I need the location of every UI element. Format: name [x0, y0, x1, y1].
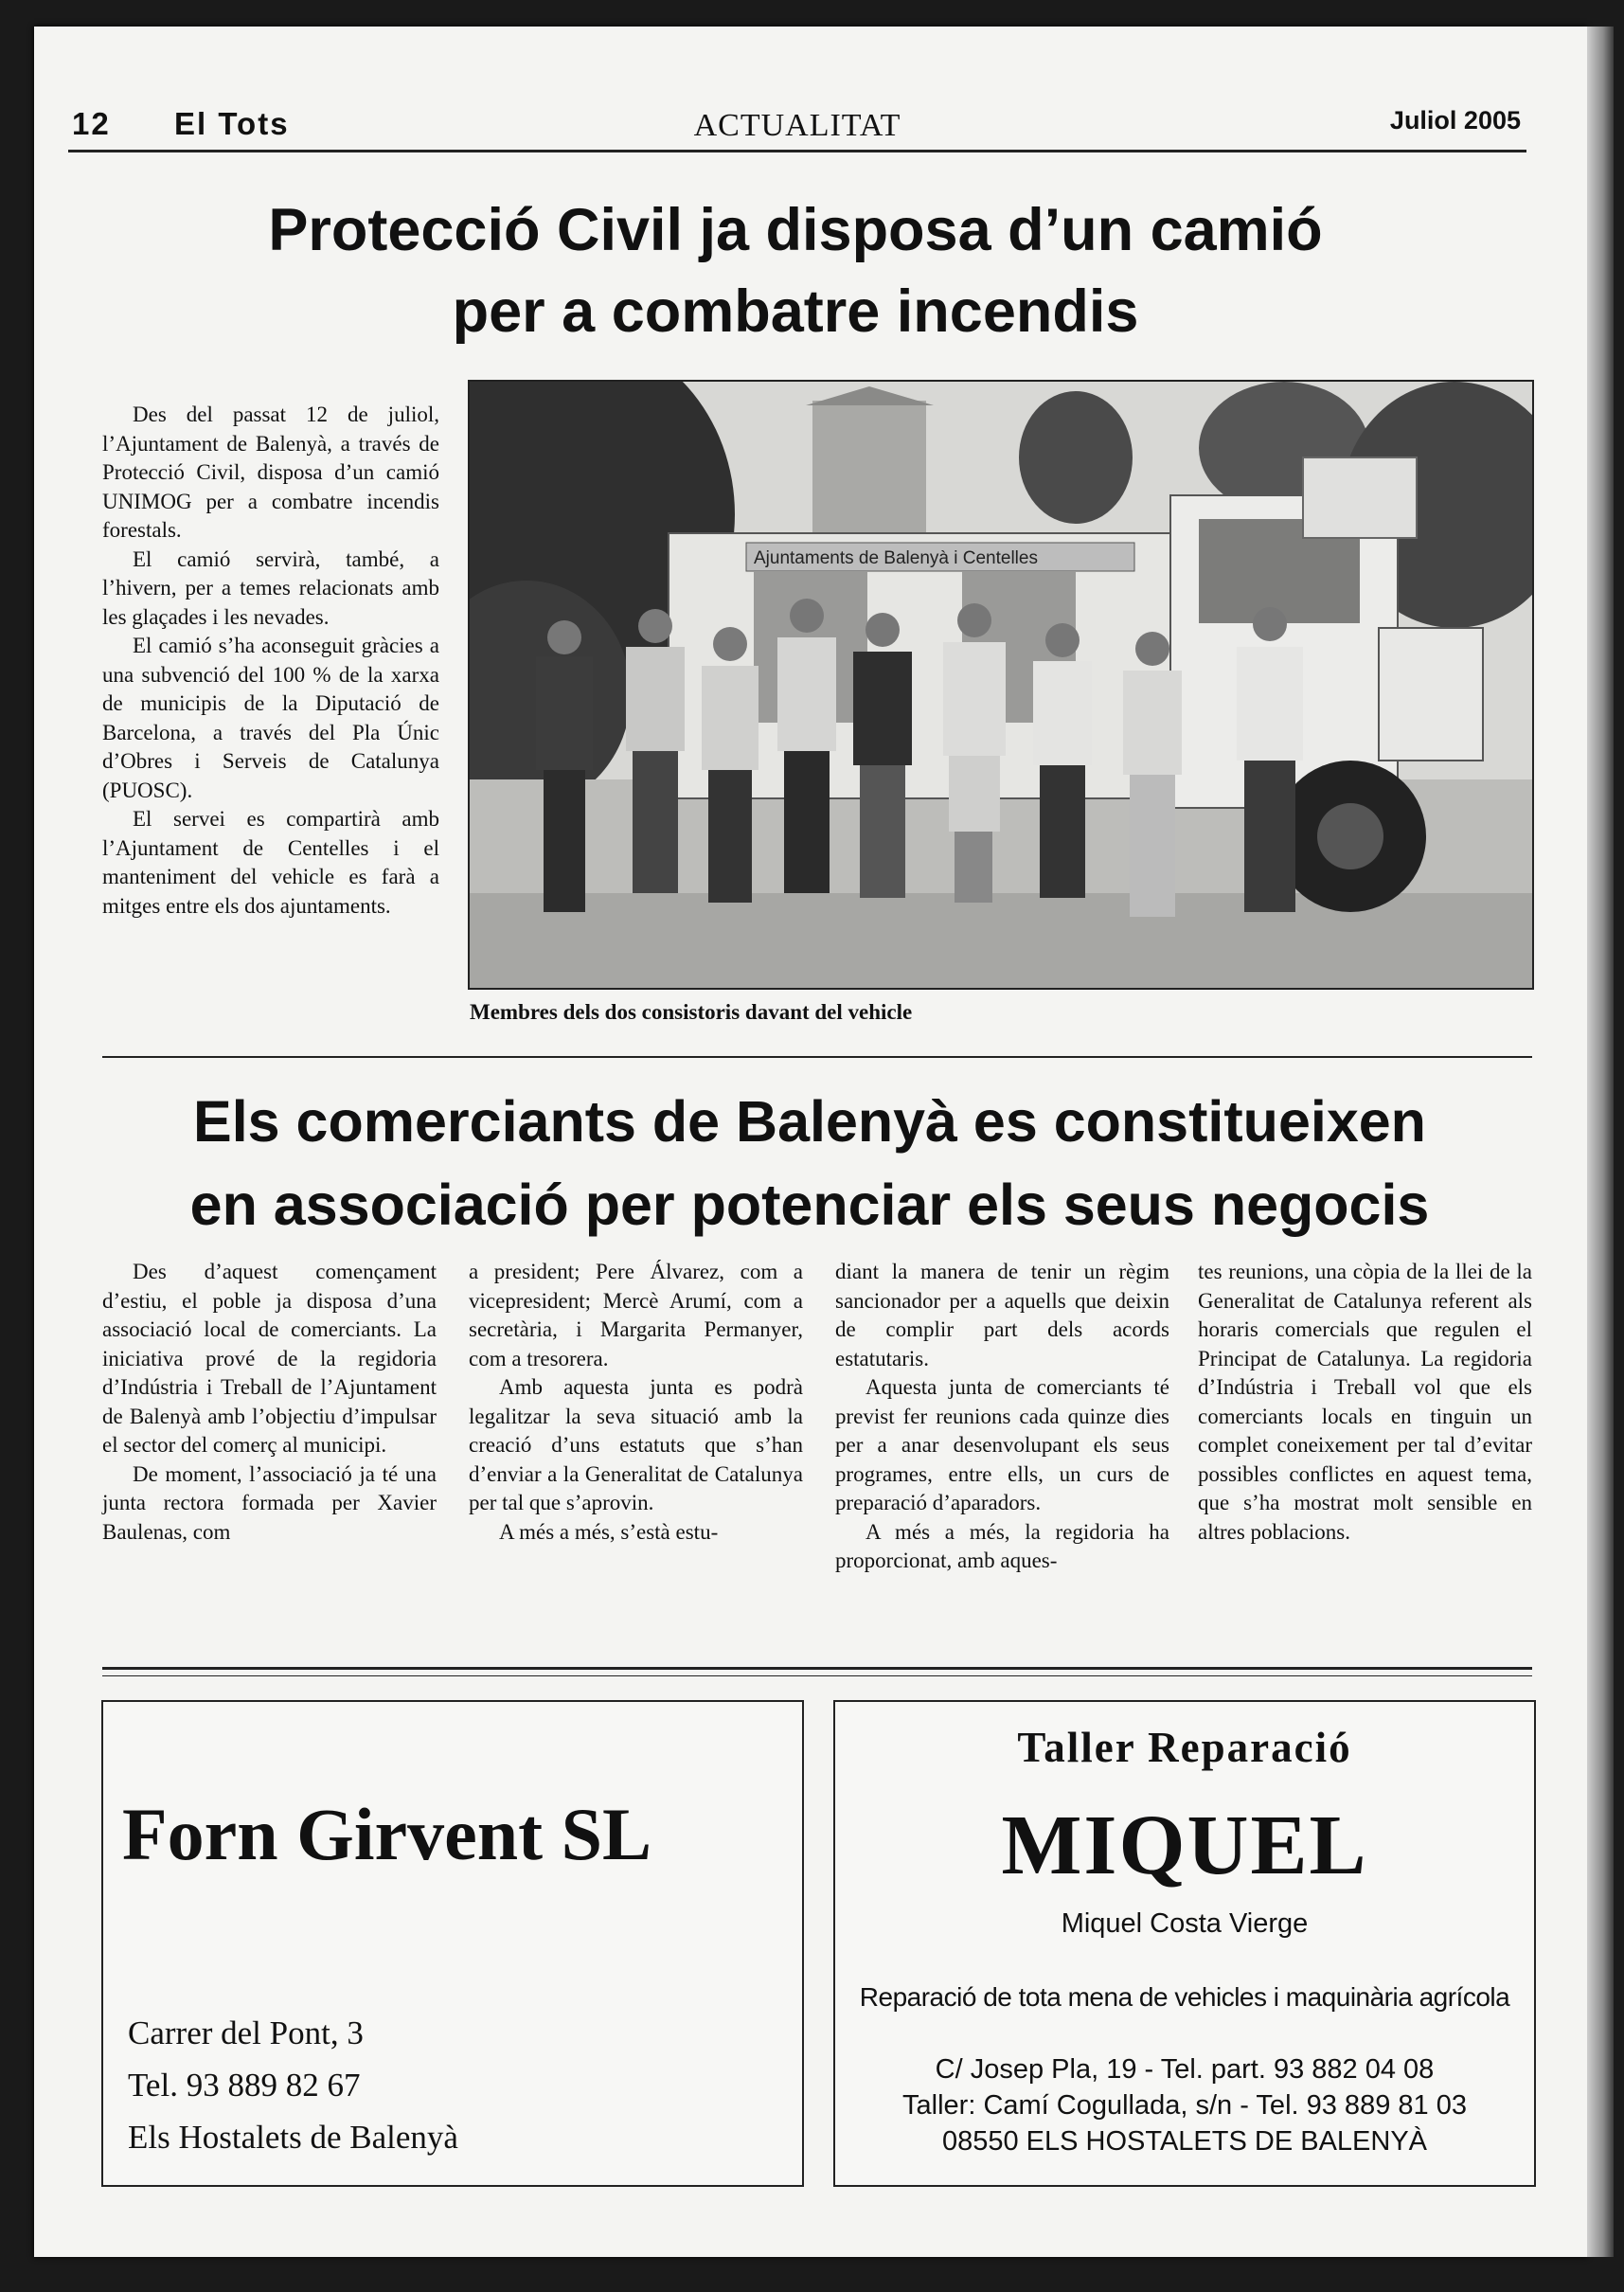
page-header [68, 76, 1526, 152]
article2-paragraph: Des d’aquest començament d’estiu, el poble ja disposa d’una associació local de comerciants. La iniciativa prové de la regidoria d’Indústria i Treball de l’Ajuntament de Balenyà amb l’objectiu d’impulsar el sector del comerç al municipi. [102, 1260, 437, 1457]
article1-photo [468, 380, 1534, 990]
article2-headline-line1: Els comerciants de Balenyà es constitueixen [193, 1089, 1426, 1154]
article2-paragraph: A més a més, s’està estu- [499, 1519, 719, 1544]
article2-paragraph: Aquesta junta de comerciants té previst fer reunions cada quinze dies per a anar desenvolupant els seus programes, entre ells, un curs de preparació d’aparadors. [835, 1375, 1169, 1514]
ad-taller-miquel [833, 1700, 1536, 2187]
article2-headline-line2: en associació per potenciar els seus negocis [189, 1173, 1430, 1237]
article2-column-2 [469, 1258, 803, 1547]
ad-business-name: Forn Girvent SL [122, 1793, 651, 1875]
article1-paragraph: Des del passat 12 de juliol, l’Ajuntament de Balenyà, a través de Protecció Civil, disposa d’un camió UNIMOG per a combatre incendis forestals. [102, 403, 439, 542]
article2-paragraph: A més a més, la regidoria ha proporcionat, amb aques- [835, 1519, 1169, 1572]
divider [102, 1056, 1532, 1058]
article1-paragraph: El camió servirà, també, a l’hivern, per a temes relacionats amb les glaçades i les nevades. [102, 546, 439, 629]
article1-body [102, 401, 439, 921]
divider [102, 1675, 1532, 1676]
article2-headline [85, 1080, 1534, 1246]
article1-paragraph: El servei es compartirà amb l’Ajuntament de Centelles i el manteniment del vehicle es farà a mitges entre els dos ajuntaments. [102, 807, 439, 918]
ad-description: Reparació de tota mena de vehicles i maquinària agrícola [859, 1982, 1510, 2012]
ad-address-line3: 08550 ELS HOSTALETS DE BALENYÀ [941, 2126, 1428, 2157]
article2-paragraph: tes reunions, una còpia de la llei de la Generalitat de Catalunya referent als horaris comercials que regulen el Principat de Catalunya. La regidoria d’Indústria i Treball vol que els comerciants locals en tinguin un complet coneixement per tal d’evitar possibles conflictes en aquest tema, que s’ha mostrat molt sensible en altres poblacions. [1198, 1260, 1532, 1544]
article1-headline [85, 189, 1506, 352]
article2-column-3 [835, 1258, 1169, 1576]
divider [102, 1667, 1532, 1670]
article2-column-4 [1198, 1258, 1532, 1547]
article2-paragraph: a president; Pere Álvarez, com a vicepresident; Mercè Arumí, com a secretària, i Margarita Permanyer, com a tresorera. [469, 1260, 803, 1370]
section-title: ACTUALITAT [693, 108, 901, 143]
article2-paragraph: diant la manera de tenir un règim sancionador per a aquells que deixin de complir part dels acords estatutaris. [835, 1260, 1169, 1370]
ad-address-line1: C/ Josep Pla, 19 - Tel. part. 93 882 04 08 [935, 2054, 1435, 2085]
article1-headline-line2: per a combatre incendis [452, 278, 1139, 345]
page-number: 12 [72, 106, 111, 141]
ad-phone: Tel. 93 889 82 67 [128, 2067, 361, 2104]
ad-title: Taller Reparació [1017, 1724, 1352, 1771]
ad-address: Carrer del Pont, 3 [128, 2014, 364, 2051]
article2-paragraph: De moment, l’associació ja té una junta rectora formada per Xavier Baulenas, com [102, 1461, 437, 1544]
article1-headline-line1: Protecció Civil ja disposa d’un camió [268, 197, 1323, 263]
truck-side-label: Ajuntaments de Balenyà i Centelles [754, 548, 1038, 568]
article2-paragraph: Amb aquesta junta es podrà legalitzar la seva situació amb la creació d’uns estatuts que s’han d’enviar a la Generalitat de Catalunya per tal que s’aprovin. [469, 1375, 803, 1514]
issue-date: Juliol 2005 [1389, 106, 1521, 134]
photo-caption: Membres dels dos consistoris davant del vehicle [470, 1000, 913, 1024]
article1-paragraph: El camió s’ha aconseguit gràcies a una subvenció del 100 % de la xarxa de municipis de la Diputació de Barcelona, a través del Pla Únic d’Obres i Serveis de Catalunya (PUOSC). [102, 634, 439, 802]
ad-forn-girvent [101, 1700, 804, 2187]
ad-owner: Miquel Costa Vierge [1061, 1908, 1309, 1939]
ad-business-name: MIQUEL [1001, 1799, 1368, 1892]
ad-town: Els Hostalets de Balenyà [128, 2119, 458, 2156]
group-photo-with-truck [470, 382, 1532, 988]
page-edge [1587, 27, 1614, 2257]
ad-address-line2: Taller: Camí Cogullada, s/n - Tel. 93 889 81 03 [902, 2090, 1467, 2121]
publication-name: El Tots [174, 106, 290, 141]
article2-column-1 [102, 1258, 437, 1547]
